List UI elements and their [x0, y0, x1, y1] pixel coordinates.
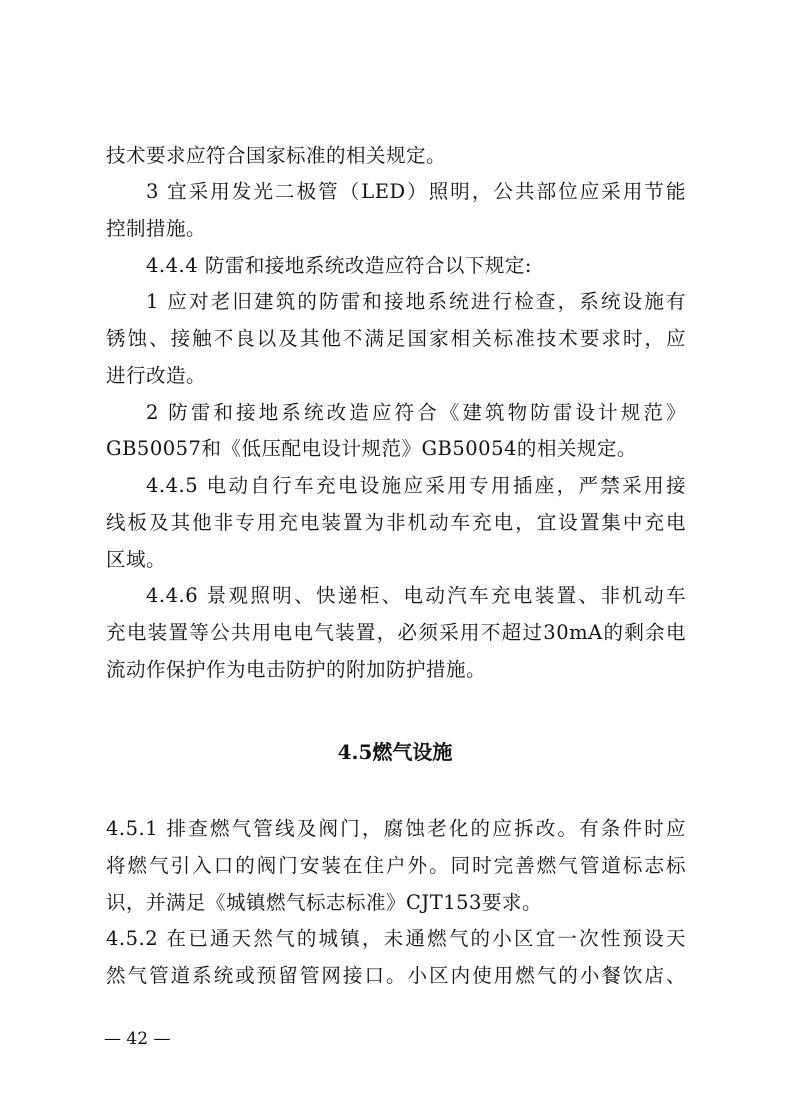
section-4-4-6: 4.4.6 景观照明、快递柜、电动汽车充电装置、非机动车: [146, 584, 686, 607]
text-line: 然气管道系统或预留管网接口。小区内使用燃气的小餐饮店、: [106, 964, 686, 987]
text-line: 3 宜采用发光二极管（LED）照明，公共部位应采用节能: [146, 180, 686, 203]
text-line: 2 防雷和接地系统改造应符合《建筑物防雷设计规范》: [146, 401, 686, 424]
text-line: 控制措施。: [106, 217, 207, 240]
text-line: 将燃气引入口的阀门安装在住户外。同时完善燃气管道标志标: [106, 854, 686, 877]
text-line: 进行改造。: [106, 364, 207, 387]
text-line: 锈蚀、接触不良以及其他不满足国家相关标准技术要求时，应: [106, 327, 686, 350]
text-line: 技术要求应符合国家标准的相关规定。: [106, 144, 447, 167]
text-line: GB50057和《低压配电设计规范》GB50054的相关规定。: [106, 437, 637, 460]
text-line: 区域。: [106, 548, 167, 571]
text-line: 识，并满足《城镇燃气标志标准》CJT153要求。: [106, 891, 542, 914]
text-line: 流动作保护作为电击防护的附加防护措施。: [106, 658, 487, 681]
section-4-5-2: 4.5.2 在已通天然气的城镇，未通燃气的小区宜一次性预设天: [106, 927, 686, 950]
section-heading: 4.5燃气设施: [337, 740, 453, 764]
page-number: — 42 —: [104, 1029, 171, 1049]
text-line: 线板及其他非专用充电装置为非机动车充电，宜设置集中充电: [106, 511, 686, 534]
text-line: 充电装置等公共用电电气装置，必须采用不超过30mA的剩余电: [106, 621, 686, 644]
text-line: 1 应对老旧建筑的防雷和接地系统进行检查，系统设施有: [146, 290, 686, 313]
section-4-4-4: 4.4.4 防雷和接地系统改造应符合以下规定:: [146, 254, 532, 277]
section-4-4-5: 4.4.5 电动自行车充电设施应采用专用插座，严禁采用接: [146, 474, 686, 497]
section-4-5-1: 4.5.1 排查燃气管线及阀门，腐蚀老化的应拆改。有条件时应: [106, 817, 686, 840]
